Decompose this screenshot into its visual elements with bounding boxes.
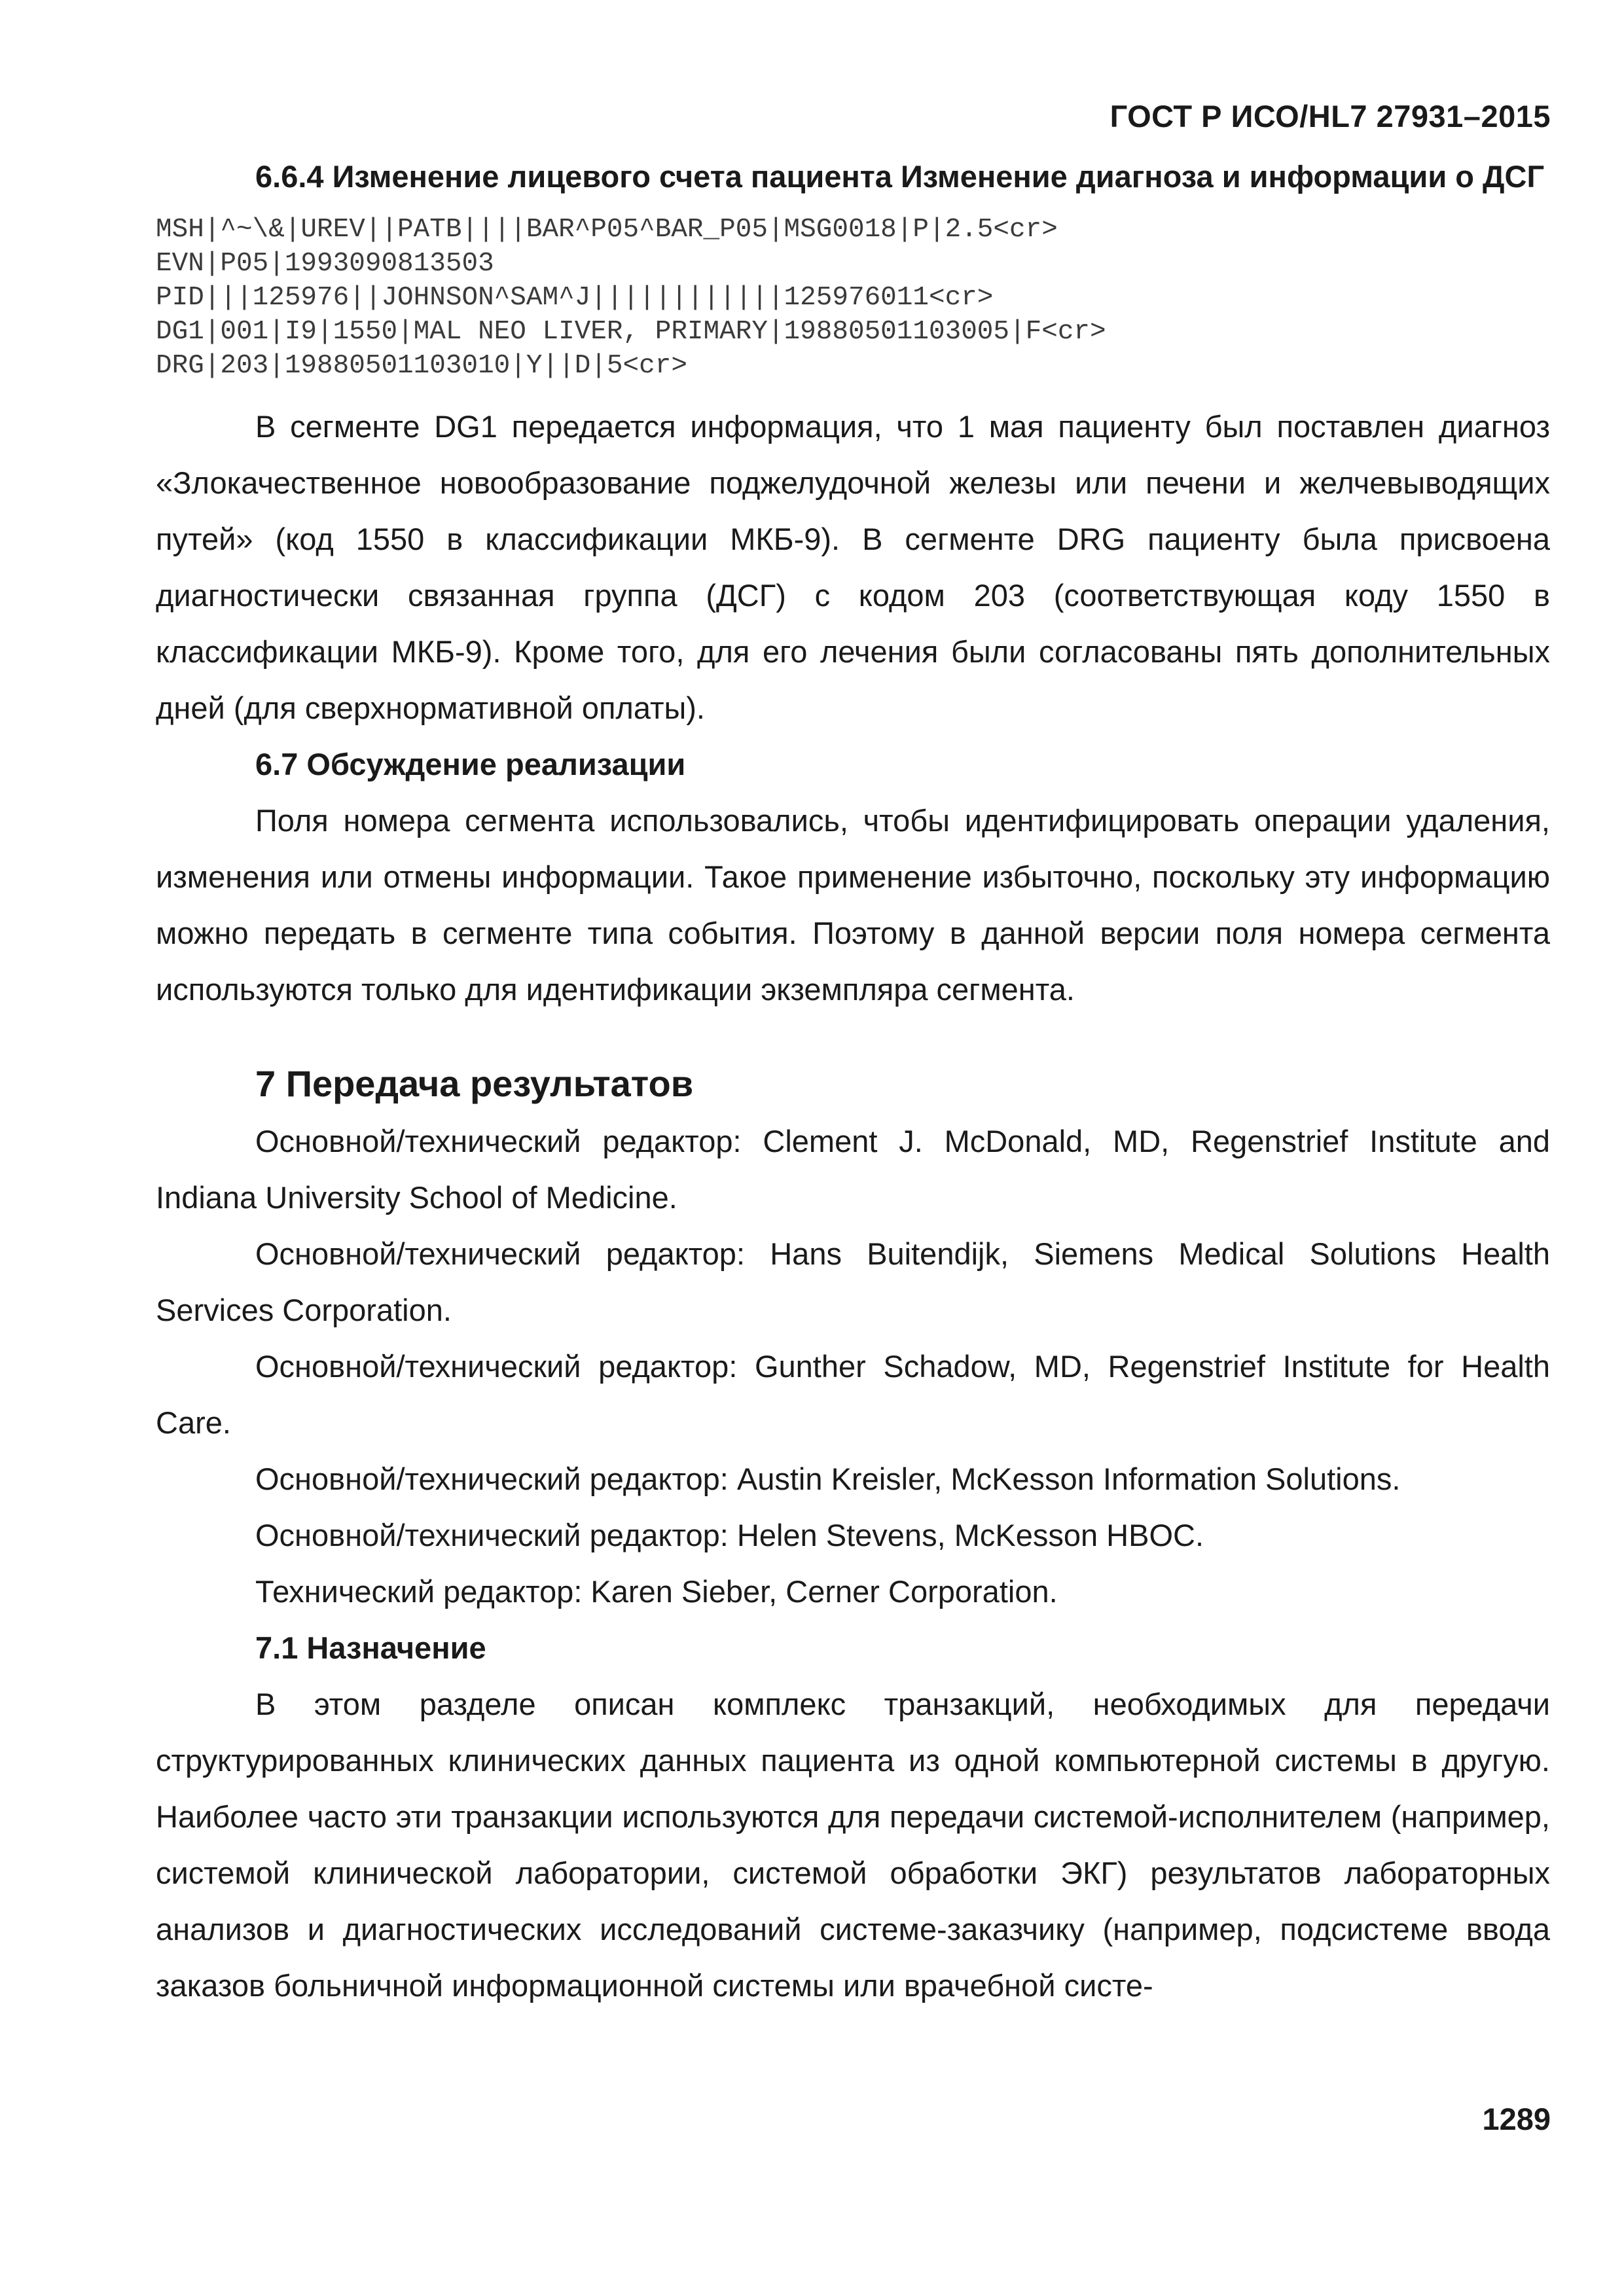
hl7-message-example <box>156 213 1550 383</box>
editor-line: Основной/технический редактор: Austin Kreisler, McKesson Information Solutions. <box>255 1462 1401 1496</box>
editor-line: Основной/технический редактор: Hans Buitendijk, Siemens Medical Solutions Health Services Corporation. <box>156 1236 1550 1327</box>
code-line: DRG|203|19880501103010|Y||D|5<cr> <box>156 351 687 381</box>
editor-line: Основной/технический редактор: Clement J. McDonald, MD, Regenstrief Institute and Indiana University School of Medicine. <box>156 1124 1550 1215</box>
paragraph-purpose: В этом разделе описан комплекс транзакций, необходимых для передачи структурированных клинических данных пациента из одной компьютерной системы в другую. Наиболее часто эти транзакции используются для передачи системой-исполнителем (например, системой клинической лаборатории, системой обработки ЭКГ) результатов лабораторных анализов и диагностических исследований системе-заказчику (например, подсистеме ввода заказов больничной информационной системы или врачебной систе- <box>156 1687 1550 2003</box>
editor-line: Основной/технический редактор: Helen Stevens, McKesson HBOC. <box>255 1518 1204 1552</box>
paragraph-implementation: Поля номера сегмента использовались, чтобы идентифицировать операции удаления, изменения или отмены информации. Такое применение избыточно, поскольку эту информацию можно передать в сегменте типа события. Поэтому в данной версии поля номера сегмента используются только для идентификации экземпляра сегмента. <box>156 803 1550 1007</box>
code-line: MSH|^~\&|UREV||PATB||||BAR^P05^BAR_P05|MSG0018|P|2.5<cr> <box>156 215 1058 245</box>
document-header: ГОСТ Р ИСО/HL7 27931–2015 <box>1110 99 1551 134</box>
code-line: DG1|001|I9|1550|MAL NEO LIVER, PRIMARY|19880501103005|F<cr> <box>156 317 1106 347</box>
editor-line: Основной/технический редактор: Gunther Schadow, MD, Regenstrief Institute for Health Care. <box>156 1349 1550 1440</box>
heading-7-1: 7.1 Назначение <box>255 1630 486 1665</box>
editor-line: Технический редактор: Karen Sieber, Cerner Corporation. <box>255 1574 1058 1609</box>
code-line: PID|||125976||JOHNSON^SAM^J||||||||||||125976011<cr> <box>156 283 994 313</box>
heading-6-7: 6.7 Обсуждение реализации <box>255 747 686 781</box>
code-line: EVN|P05|1993090813503 <box>156 249 494 279</box>
page-content <box>156 147 1550 2014</box>
paragraph-dg1-explanation: В сегменте DG1 передается информация, что 1 мая пациенту был поставлен диагноз «Злокачественное новообразование поджелудочной железы или печени и желчевыводящих путей» (код 1550 в классификации МКБ-9). В сегменте DRG пациенту была присвоена диагностически связанная группа (ДСГ) с кодом 203 (соответствующая коду 1550 в классификации МКБ-9). Кроме того, для его лечения были согласованы пять дополнительных дней (для сверхнормативной оплаты). <box>156 409 1550 725</box>
heading-7: 7 Передача результатов <box>255 1063 694 1104</box>
heading-6-6-4: 6.6.4 Изменение лицевого счета пациента Изменение диагноза и информации о ДСГ <box>255 159 1545 194</box>
page-number: 1289 <box>1482 2102 1551 2136</box>
